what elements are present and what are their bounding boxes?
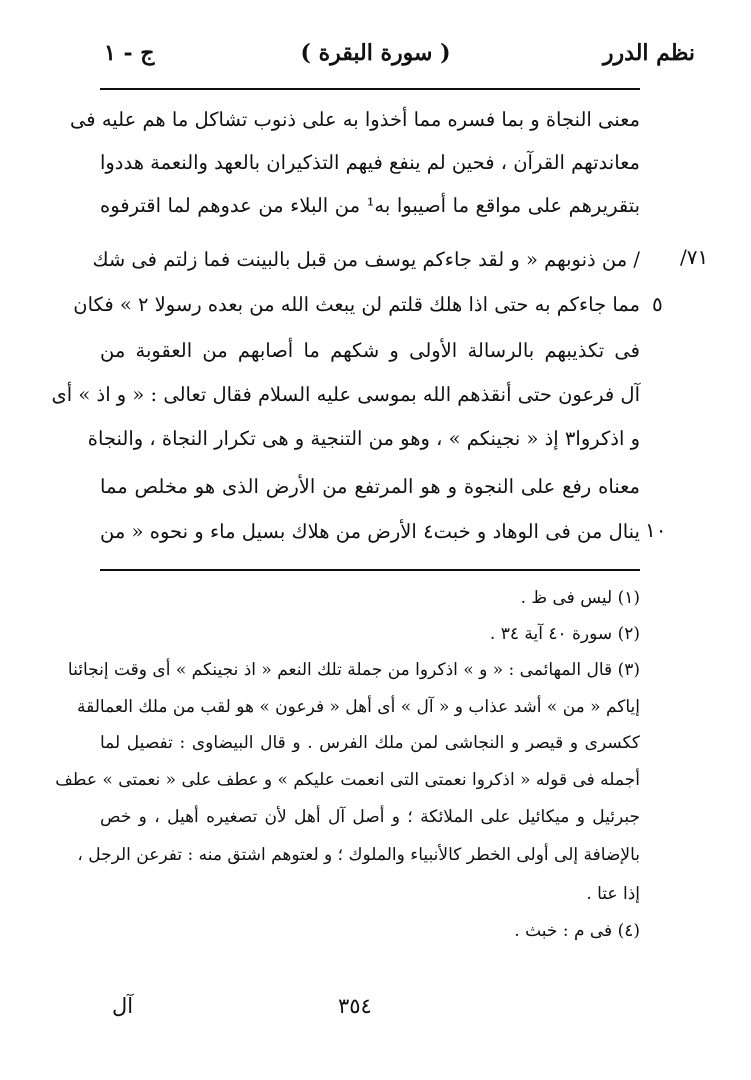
- footnote-line: ككسرى و قيصر و النجاشى لمن ملك الفرس . و قال البيضاوى : تفصيل لما: [100, 733, 640, 753]
- text-line: ينال من فى الوهاد و خبت٤ الأرض من هلاك بسيل ماء و نحوه « من: [100, 520, 640, 543]
- footnote-line: جبرئيل و ميكائيل على الملائكة ؛ و أصل آل أهل لأن تصغيره أهيل ، و خص: [100, 807, 640, 827]
- footnote-line: (٤) فى م : خبث .: [514, 921, 640, 941]
- volume-label: ج - ١: [104, 40, 155, 66]
- footnote-line: إذا عتا .: [586, 884, 640, 904]
- book-title: نظم الدرر: [602, 40, 695, 66]
- page-number: ٣٥٤: [338, 994, 372, 1018]
- header-rule: [100, 88, 640, 90]
- text-line: فى تكذيبهم بالرسالة الأولى و شكهم ما أصابهم من العقوبة من: [100, 339, 640, 362]
- text-line: بتقريرهم على مواقع ما أصيبوا به¹ من البلاء من عدوهم لما اقترفوه: [100, 194, 640, 217]
- footnote-line: (١) ليس فى ظ .: [520, 588, 640, 608]
- text-line: و اذكروا٣ إذ « نجينكم » ، وهو من التنجية و هى تكرار النجاة ، والنجاة: [87, 427, 640, 450]
- text-line: آل فرعون حتى أنقذهم الله بموسى عليه السلام فقال تعالى : « و اذ » أى: [51, 383, 640, 406]
- footnote-rule: [100, 569, 640, 571]
- text-line: معاندتهم القرآن ، فحين لم ينفع فيهم التذكيران بالعهد والنعمة هددوا: [99, 151, 640, 174]
- footnote-line: إياكم « من » أشد عذاب و « آل » أى أهل « فرعون » هو لقب من ملك العمالقة: [77, 697, 640, 717]
- margin-page-reference: /٧١: [680, 245, 709, 269]
- footnote-line: (٢) سورة ٤٠ آية ٣٤ .: [489, 624, 640, 644]
- text-line: مما جاءكم به حتى اذا هلك قلتم لن يبعث الله من بعده رسولا ٢ » فكان: [73, 293, 640, 316]
- line-number-10: ١٠: [645, 518, 667, 542]
- footnote-line: أجمله فى قوله « اذكروا نعمتى التى انعمت عليكم » و عطف على « نعمتى » عطف: [55, 770, 640, 790]
- text-line: معناه رفع على النجوة و هو المرتفع من الأرض الذى هو مخلص مما: [100, 475, 640, 498]
- footnote-line: (٣) قال المهائمى : « و » اذكروا من جملة تلك النعم « اذ نجينكم » أى وقت إنجائنا: [67, 660, 640, 680]
- footnote-line: بالإضافة إلى أولى الخطر كالأنبياء والملوك ؛ و لعتوهم اشتق منه : تفرعن الرجل ،: [77, 845, 640, 865]
- line-number-5: ٥: [652, 292, 663, 316]
- text-line: / من ذنوبهم « و لقد جاءكم يوسف من قبل بالبينت فما زلتم فى شك: [92, 248, 640, 271]
- surah-title: ( سورة البقرة ): [300, 40, 451, 66]
- catchword: آل: [112, 994, 134, 1018]
- text-line: معنى النجاة و بما فسره مما أخذوا به على ذنوب تشاكل ما هم عليه فى: [70, 108, 640, 131]
